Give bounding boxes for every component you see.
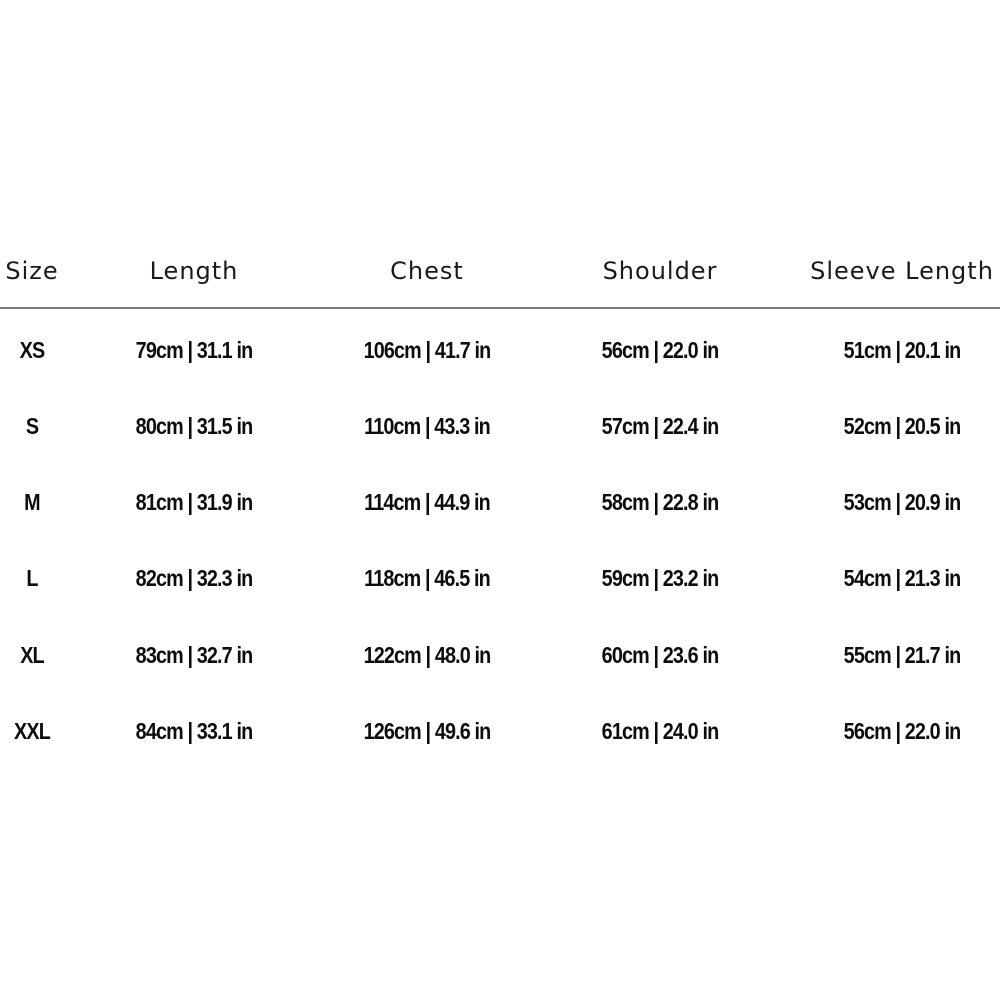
length-cell: 80cm | 31.5 in — [135, 413, 253, 439]
table-row — [0, 328, 1000, 372]
chest-cell: 118cm | 46.5 in — [364, 565, 490, 591]
size-cell: XS — [19, 337, 45, 363]
table-row — [0, 633, 1000, 677]
table-row — [0, 404, 1000, 448]
sleeve-length-cell: 52cm | 20.5 in — [843, 413, 961, 439]
header-shoulder: Shoulder — [602, 257, 718, 285]
chest-cell: 126cm | 49.6 in — [363, 718, 491, 744]
sleeve-length-cell: 55cm | 21.7 in — [843, 642, 961, 668]
length-cell: 83cm | 32.7 in — [135, 642, 253, 668]
sleeve-length-cell: 54cm | 21.3 in — [843, 565, 961, 591]
chest-cell: 122cm | 48.0 in — [363, 642, 491, 668]
chest-cell: 106cm | 41.7 in — [363, 337, 491, 363]
sleeve-length-cell: 53cm | 20.9 in — [843, 489, 961, 515]
sleeve-length-cell: 51cm | 20.1 in — [843, 337, 961, 363]
size-cell: S — [25, 413, 39, 439]
size-cell: L — [26, 565, 38, 591]
header-chest: Chest — [390, 257, 464, 285]
shoulder-cell: 58cm | 22.8 in — [601, 489, 719, 515]
size-cell: M — [24, 489, 40, 515]
chest-cell: 114cm | 44.9 in — [364, 489, 490, 515]
header-divider — [0, 307, 1000, 309]
shoulder-cell: 56cm | 22.0 in — [601, 337, 719, 363]
shoulder-cell: 60cm | 23.6 in — [601, 642, 719, 668]
table-row — [0, 480, 1000, 524]
shoulder-cell: 61cm | 24.0 in — [601, 718, 719, 744]
length-cell: 84cm | 33.1 in — [135, 718, 253, 744]
shoulder-cell: 59cm | 23.2 in — [601, 565, 719, 591]
table-row — [0, 709, 1000, 753]
header-size: Size — [5, 257, 59, 285]
length-cell: 81cm | 31.9 in — [135, 489, 253, 515]
header-length: Length — [149, 257, 239, 285]
sleeve-length-cell: 56cm | 22.0 in — [843, 718, 961, 744]
size-cell: XL — [20, 642, 44, 668]
table-header-row — [0, 246, 1000, 296]
size-cell: XXL — [14, 718, 50, 744]
header-sleeve-length: Sleeve Length — [810, 257, 994, 285]
length-cell: 79cm | 31.1 in — [135, 337, 253, 363]
length-cell: 82cm | 32.3 in — [135, 565, 253, 591]
shoulder-cell: 57cm | 22.4 in — [601, 413, 719, 439]
table-row — [0, 556, 1000, 600]
chest-cell: 110cm | 43.3 in — [364, 413, 490, 439]
